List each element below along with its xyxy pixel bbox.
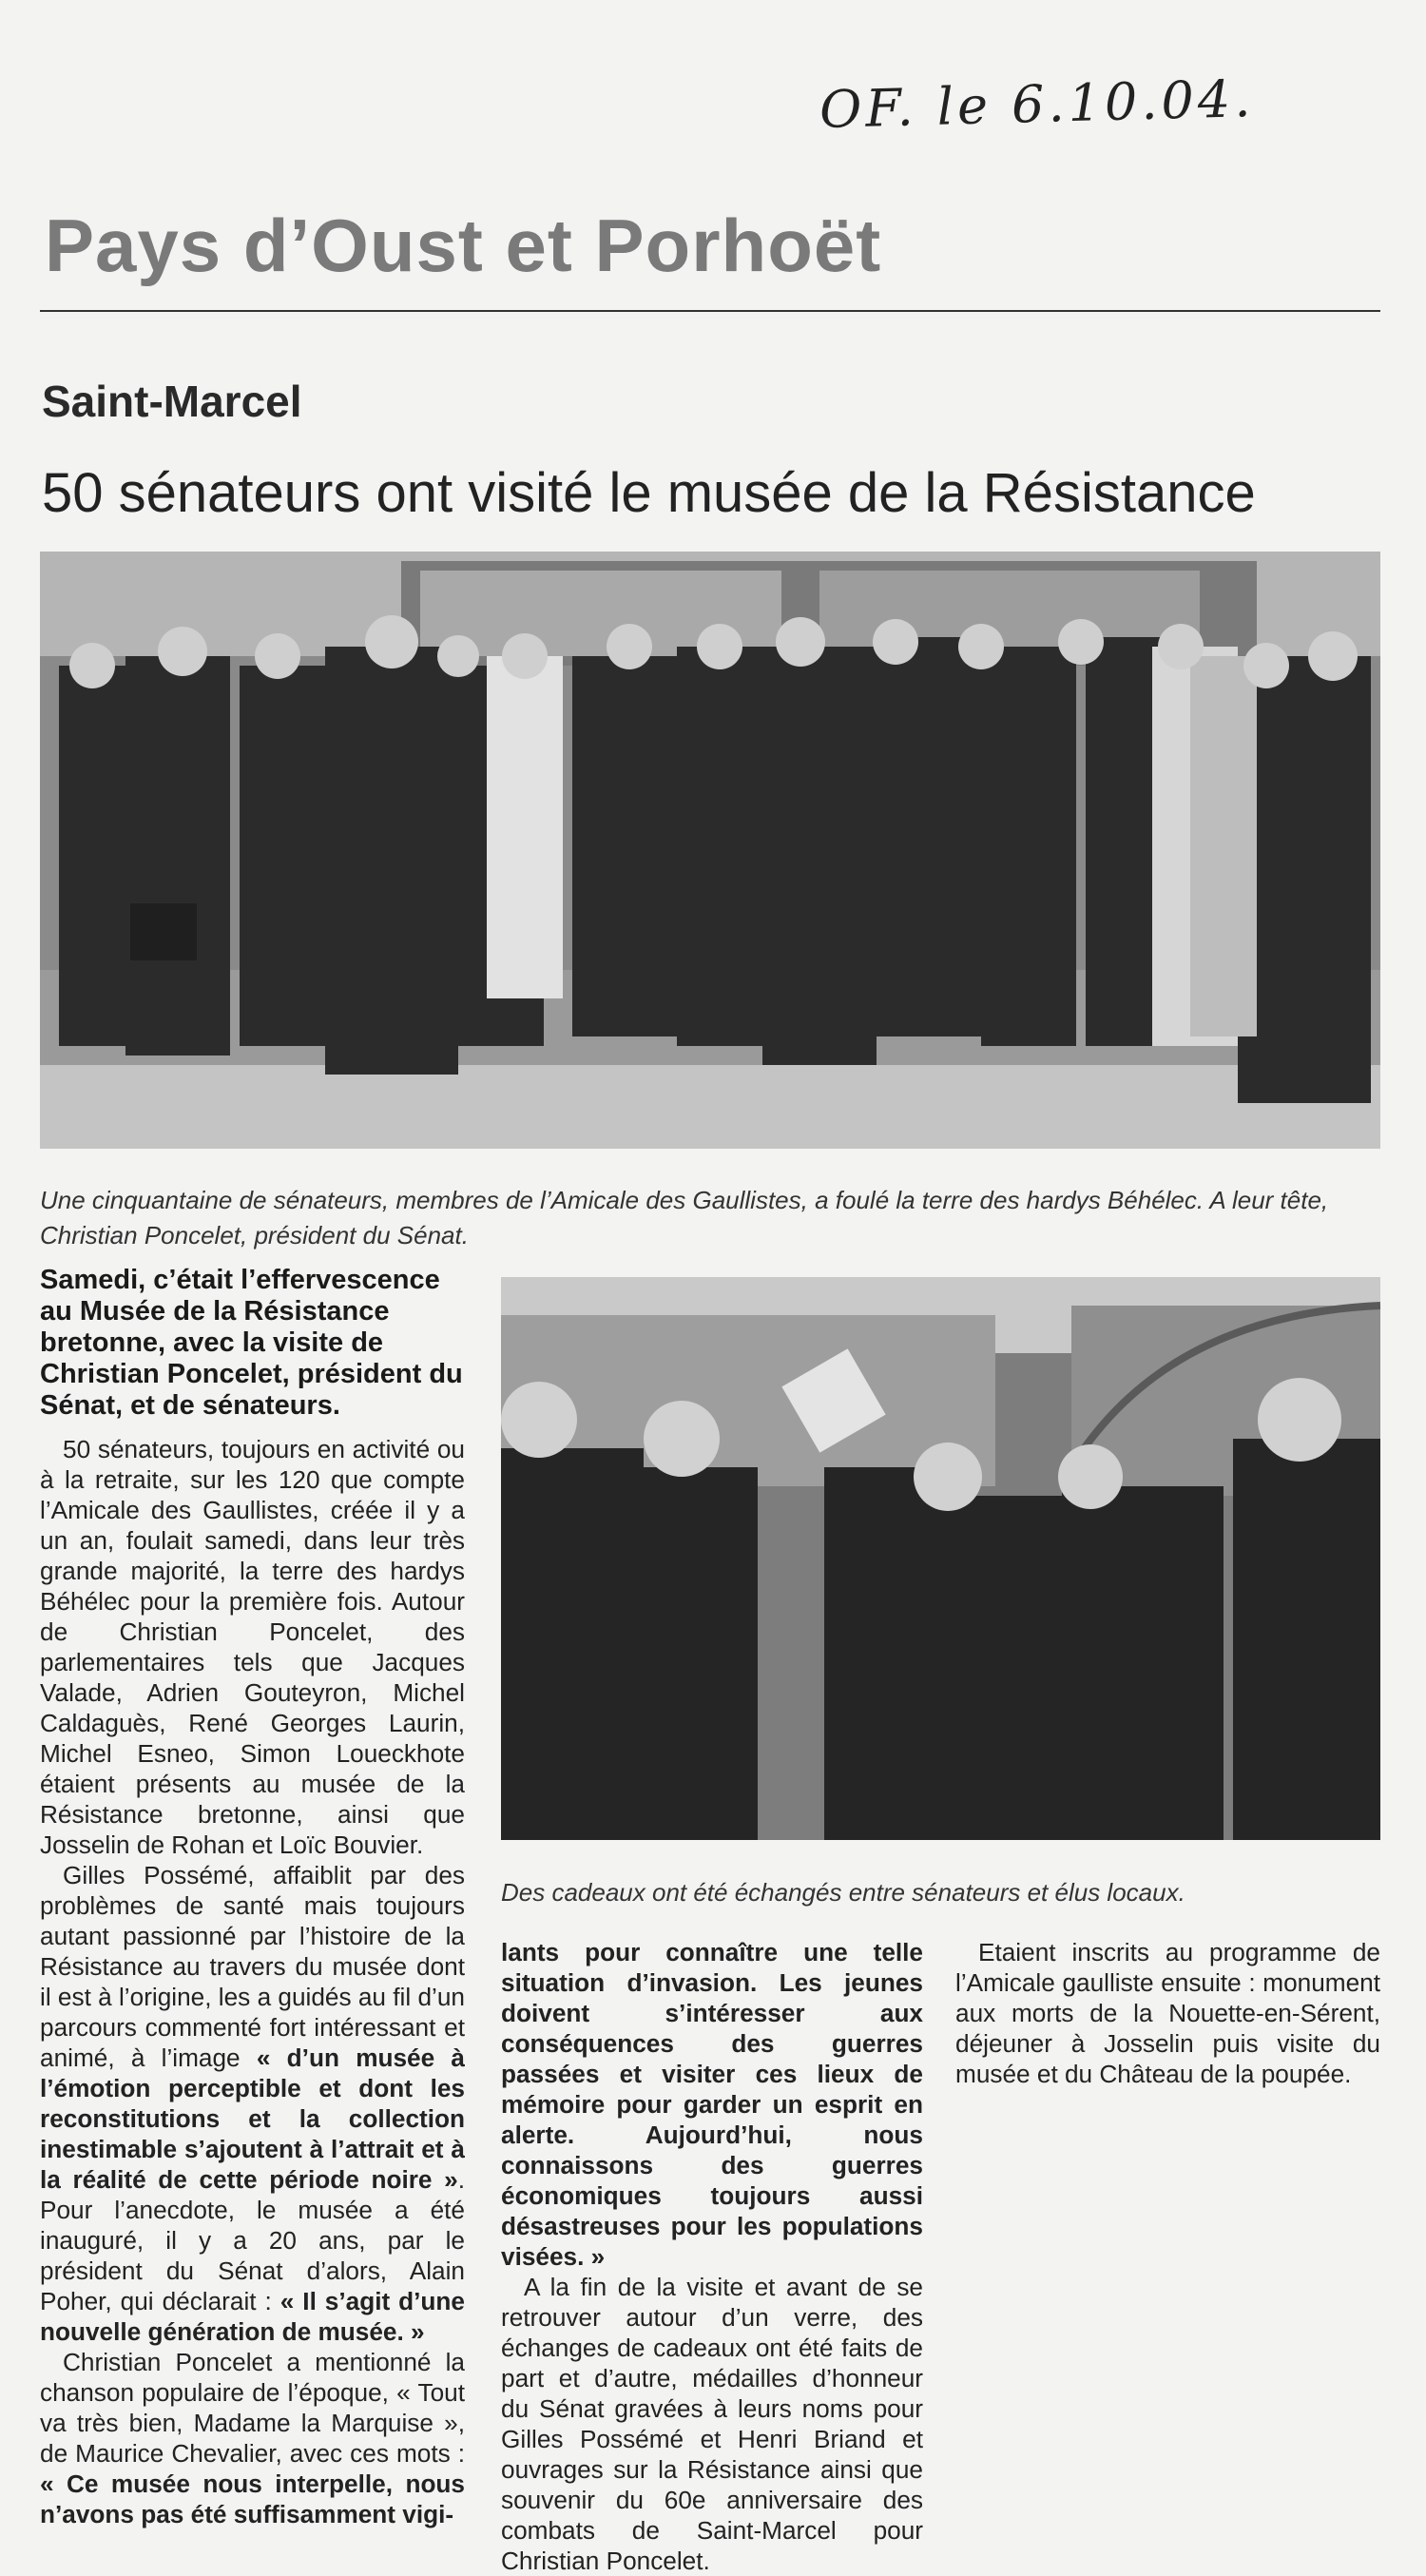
quote: « Ce musée nous interpelle, nous n’avons pas été suffisamment vigi- — [40, 2469, 465, 2528]
section-title: Pays d’Oust et Porhoët — [45, 203, 882, 287]
gift-exchange-photo — [501, 1277, 1380, 1840]
quote: « d’un musée à l’émotion perceptible et dont les reconstitutions et la collection inestimable s’ajoutent à l’attrait et à la réalité de cette période noire » — [40, 2043, 465, 2194]
quote: « Il s’agit d’une nouvelle génération de musée. » — [40, 2287, 465, 2346]
paragraph: Gilles Possémé, affaiblit par des problèmes de santé mais toujours autant passionné par l’histoire de la Résistance au travers du musée dont il est à l’origine, les a guidés au fil d’un parcours commenté fort intéressant et animé, à l’image « d’un musée à l’émotion perceptible et dont les reconstitutions et la collection inestimable s’ajoutent à l’attrait et à la réalité de cette période noire ». Pour l’anecdote, le musée a été inauguré, il y a 20 ans, par le président du Sénat d’alors, Alain Poher, qui déclarait : « Il s’agit d’une nouvelle génération de musée. » — [40, 1861, 465, 2346]
article-column-3 — [955, 1937, 1380, 2089]
gift-exchange-caption: Des cadeaux ont été échangés entre sénateurs et élus locaux. — [501, 1878, 1185, 1907]
article-column-2 — [501, 1937, 923, 2576]
handwritten-date: OF. le 6.10.04. — [819, 68, 1256, 140]
article-lede: Samedi, c’était l’effervescence au Musée de la Résistance bretonne, avec la visite de Christian Poncelet, président du Sénat, et de sénateurs. — [40, 1265, 463, 1421]
article-headline: 50 sénateurs ont visité le musée de la Résistance — [42, 462, 1256, 524]
group-photo-caption: Une cinquantaine de sénateurs, membres de l’Amicale des Gaullistes, a foulé la terre des hardys Béhélec. A leur tête, Christian Poncelet, président du Sénat. — [40, 1186, 1329, 1249]
article-column-1 — [40, 1434, 465, 2529]
paragraph: Etaient inscrits au programme de l’Amicale gaulliste ensuite : monument aux morts de la Nouette-en-Sérent, déjeuner à Josselin puis visite du musée et du Château de la poupée. — [955, 1938, 1380, 2088]
paragraph: A la fin de la visite et avant de se retrouver autour d’un verre, des échanges de cadeaux ont été faits de part et d’autre, médailles d’honneur du Sénat gravées à leurs noms pour Gilles Possémé et Henri Briand et ouvrages sur la Résistance ainsi que souvenir du 60e anniversaire des combats de Saint-Marcel pour Christian Poncelet. — [501, 2273, 923, 2575]
paragraph: 50 sénateurs, toujours en activité ou à la retraite, sur les 120 que compte l’Amicale des Gaullistes, créée il y a un an, foulait samedi, dans leur très grande majorité, la terre des hardys Béhélec pour la première fois. Autour de Christian Poncelet, des parlementaires tels que Jacques Valade, Adrien Gouteyron, Michel Caldaguès, René Georges Laurin, Michel Esneo, Simon Loueckhote étaient présents au musée de la Résistance bretonne, ainsi que Josselin de Rohan et Loïc Bouvier. — [40, 1435, 465, 1859]
section-divider — [40, 310, 1380, 312]
town-heading: Saint-Marcel — [42, 377, 302, 426]
quote: lants pour connaître une telle situation d’invasion. Les jeunes doivent s’intéresser aux conséquences des guerres passées et visiter ces lieux de mémoire pour garder un esprit en alerte. Aujourd’hui, nous connaissons des guerres économiques toujours aussi désastreuses pour les populations visées. » — [501, 1938, 923, 2271]
group-photo — [40, 552, 1380, 1149]
paragraph: Christian Poncelet a mentionné la chanson populaire de l’époque, « Tout va très bien, Madame la Marquise », de Maurice Chevalier, avec ces mots : « Ce musée nous interpelle, nous n’avons pas été suffisamment vigi- — [40, 2348, 465, 2528]
paragraph — [501, 1937, 923, 2272]
